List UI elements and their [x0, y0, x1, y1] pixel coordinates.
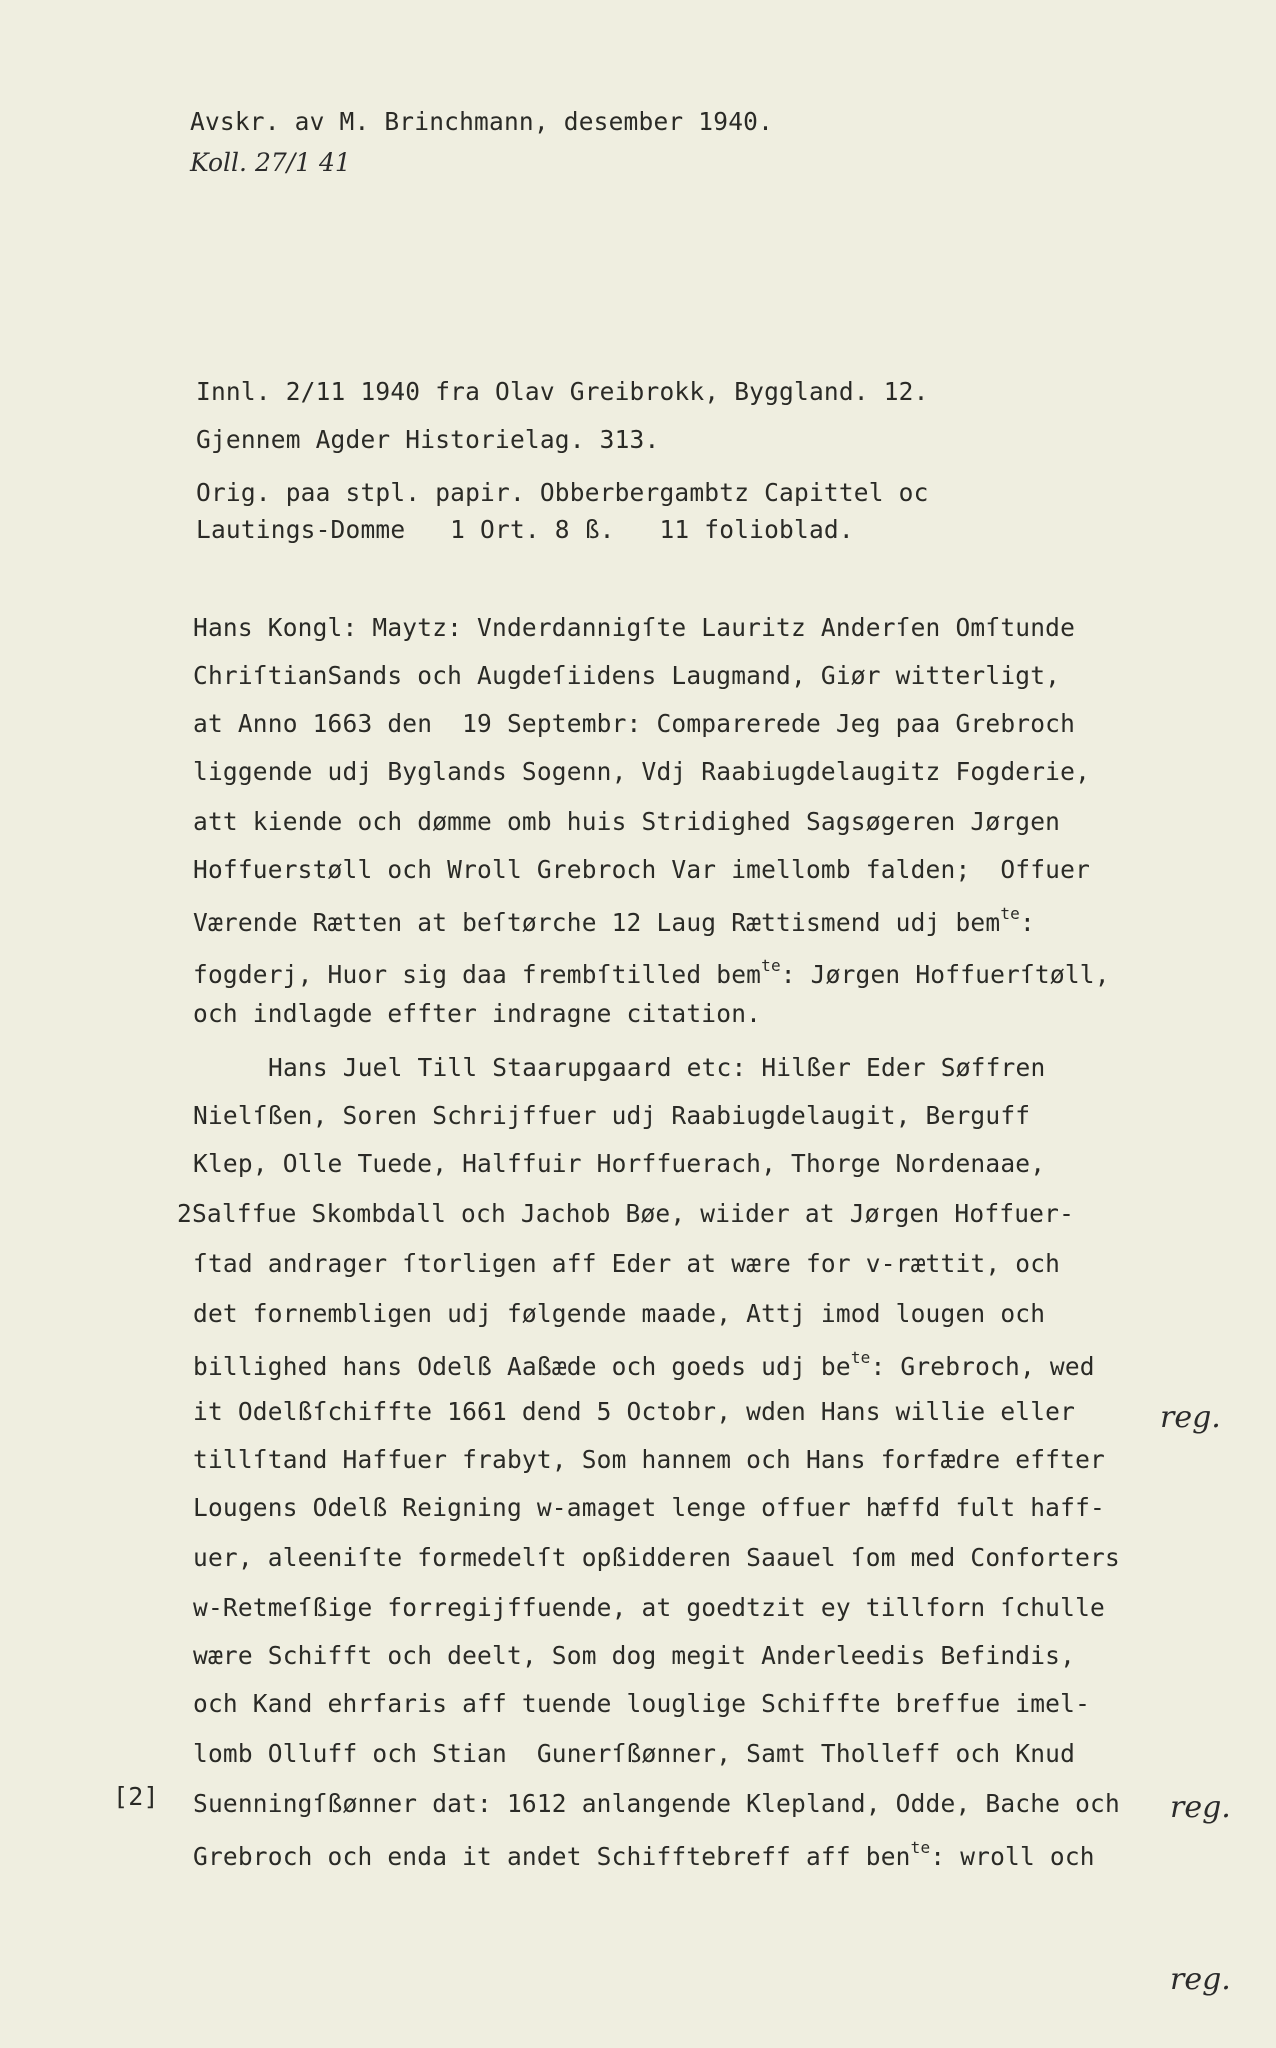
body-line-15: det fornembligen udj følgende maade, Attj imod lougen och — [193, 1299, 1046, 1328]
body-line-16-end: : Grebroch, wed — [870, 1352, 1095, 1381]
superscript: te — [850, 1348, 871, 1367]
margin-reg-note-2: reg. — [1170, 1790, 1231, 1825]
body-line-18: tillſtand Haffuer frabyt, Som hannem och Hans forfædre effter — [193, 1445, 1105, 1474]
body-line-11: Nielſßen, Soren Schrijffuer udj Raabiugdelaugit, Berguff — [193, 1101, 1031, 1130]
body-line-17: it Odelßſchiffte 1661 dend 5 Octobr, wden Hans willie eller — [193, 1397, 1076, 1426]
body-line-25: Suenningſßønner dat: 1612 anlangende Klepland, Odde, Bache och — [193, 1789, 1120, 1818]
body-line-13: 2Salffue Skombdall och Jachob Bøe, wiider at Jørgen Hoffuer- — [177, 1199, 1075, 1228]
body-line-19: Lougens Odelß Reigning w-amaget lenge offuer hæffd fult haff- — [193, 1493, 1105, 1522]
margin-reg-note-1: reg. — [1160, 1400, 1221, 1435]
body-line-24: lomb Olluff och Stian Gunerſßønner, Samt Tholleff och Knud — [193, 1739, 1076, 1768]
body-line-5: att kiende och dømme omb huis Stridighed Sagsøgeren Jørgen — [193, 807, 1061, 836]
intro-line-3: Orig. paa stpl. papir. Obberbergambtz Capittel oc — [196, 478, 929, 507]
body-line-16 — [193, 1350, 1095, 1380]
body-line-20: uer, aleeniſte formedelſt opßidderen Saauel ſom med Conforters — [193, 1543, 1120, 1572]
superscript: te — [1000, 904, 1020, 923]
body-line-7-text: Værende Rætten at beſtørche 12 Laug Rættismend udj bem — [193, 908, 1001, 937]
body-line-3: at Anno 1663 den 19 Septembr: Comparerede Jeg paa Grebroch — [193, 709, 1076, 738]
body-line-22: wære Schifft och deelt, Som dog megit Anderleedis Befindis, — [193, 1641, 1076, 1670]
body-line-12: Klep, Olle Tuede, Halffuir Horffuerach, Thorge Nordenaae, — [193, 1149, 1046, 1178]
intro-line-4: Lautings-Domme 1 Ort. 8 ß. 11 folioblad. — [196, 515, 854, 544]
body-line-1: Hans Kongl: Maytz: Vnderdannigſte Lauritz Anderſen Omſtunde — [193, 613, 1076, 642]
body-line-8-text: fogderj, Huor sig daa frembſtilled bem — [193, 960, 762, 989]
body-line-7 — [193, 906, 1035, 936]
body-line-7-end: : — [1020, 908, 1035, 937]
body-line-16-text: billighed hans Odelß Aaßæde och goeds udj be — [193, 1352, 851, 1381]
body-line-26 — [193, 1840, 1095, 1870]
body-line-2: ChriſtianSands och Augdeſiidens Laugmand, Giør witterligt, — [193, 661, 1061, 690]
body-line-10: Hans Juel Till Staarupgaard etc: Hilßer Eder Søffren — [268, 1053, 1046, 1082]
body-line-26-text: Grebroch och enda it andet Schifftebreff aff ben — [193, 1842, 911, 1871]
body-line-6: Hoffuerstøll och Wroll Grebroch Var imellomb falden; Offuer — [193, 855, 1091, 884]
body-line-23: och Kand ehrfaris aff tuende louglige Schiffte breffue imel- — [193, 1689, 1091, 1718]
margin-page-number: [2] — [113, 1782, 159, 1811]
margin-reg-note-3: reg. — [1170, 1962, 1231, 1997]
body-line-21: w-Retmeſßige forregijffuende, at goedtzit ey tillforn ſchulle — [193, 1593, 1105, 1622]
body-line-4: liggende udj Byglands Sogenn, Vdj Raabiugdelaugitz Fogderie, — [193, 757, 1091, 786]
body-line-8-end: : Jørgen Hoffuerſtøll, — [780, 960, 1110, 989]
body-line-9: och indlagde effter indragne citation. — [193, 999, 762, 1028]
body-line-14: ſtad andrager ſtorligen aff Eder at wære for v-rættit, och — [193, 1249, 1061, 1278]
handwritten-collation-note: Koll. 27/1 41 — [190, 148, 351, 177]
body-line-8 — [193, 958, 1110, 988]
transcriber-line: Avskr. av M. Brinchmann, desember 1940. — [190, 107, 774, 136]
superscript: te — [910, 1838, 931, 1857]
body-line-26-end: : wroll och — [930, 1842, 1095, 1871]
intro-line-1: Innl. 2/11 1940 fra Olav Greibrokk, Byggland. 12. — [196, 377, 929, 406]
intro-line-2: Gjennem Agder Historielag. 313. — [196, 425, 660, 454]
superscript: te — [761, 956, 781, 975]
